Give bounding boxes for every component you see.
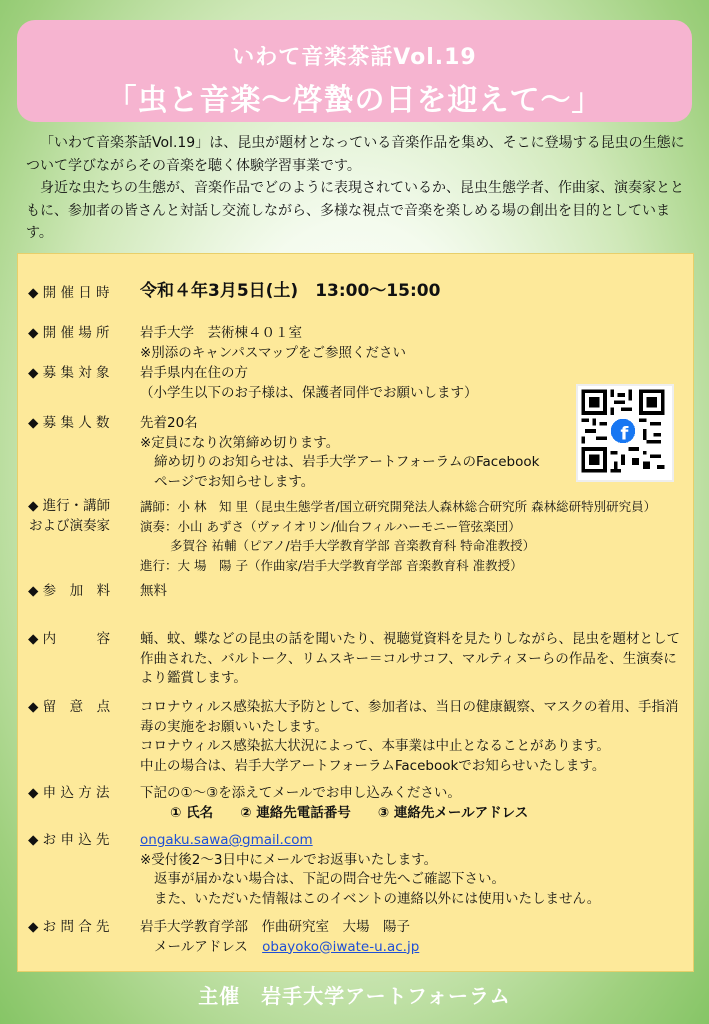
contact-email-link[interactable]: obayoko@iwate-u.ac.jp — [262, 938, 420, 955]
capacity-note-1: ※定員になり次第締め切ります。 — [140, 434, 340, 451]
event-series-title: いわて音楽茶話Vol.19 — [232, 45, 477, 70]
performer-line-2: 多賀谷 祐輔（ピアノ/岩手大学教育学部 音楽教育科 特命准教授） — [170, 538, 536, 553]
date-label: ◆ 開 催 日 時 — [28, 285, 110, 301]
host-line: 進行：大 場 陽 子（作曲家/岩手大学教育学部 音楽教育科 准教授） — [140, 557, 523, 573]
svg-text:f: f — [620, 423, 629, 445]
notes-label: ◆ 留 意 点 — [28, 699, 111, 715]
apply-email-link[interactable]: ongaku.sawa@gmail.com — [140, 832, 313, 848]
performer-line-1: 演奏：小山 あずさ（ヴァイオリン/仙台フィルハーモニー管弦楽団） — [140, 518, 521, 534]
capacity-label: ◆ 募 集 人 数 — [28, 415, 110, 431]
date-value: 令和４年3月5日(土) 13:00～15:00 — [140, 281, 441, 301]
apply-note-2: 返事が届かない場合は、下記の問合せ先へご確認下さい。 — [154, 871, 505, 887]
details-panel — [17, 253, 694, 972]
method-label: ◆ 申 込 方 法 — [28, 785, 110, 801]
fee-label: ◆ 参 加 料 — [28, 583, 111, 599]
intro-text — [26, 132, 686, 245]
method-value: 下記の①～③を添えてメールでお申し込みください。 — [140, 785, 461, 801]
notes-line-2: コロナウィルス感染拡大状況によって、本事業は中止となることがあります。 — [140, 738, 610, 754]
performers-label-1: ◆ 進行・講師 — [28, 498, 111, 514]
content-value: 蛹、蚊、蝶などの昆虫の話を聞いたり、視聴覚資料を見たりしながら、昆虫を題材として作曲された、バルトーク、リムスキー＝コルサコフ、マルティヌーらの作品を、生演奏により鑑賞します。 — [140, 631, 680, 686]
venue-value: 岩手大学 芸術棟４０１室 — [140, 325, 302, 341]
qr-code-icon[interactable] — [576, 384, 674, 482]
organizer-footer: 主催 岩手大学アートフォーラム — [198, 984, 511, 1008]
lecturer-line: 講師：小 林 知 里（昆虫生態学者/国立研究開発法人森林総合研究所 森林総研特別研究員） — [140, 499, 657, 514]
apply-note-3: また、いただいた情報はこのイベントの連絡以外には使用いたしません。 — [154, 890, 601, 907]
title-banner — [17, 20, 692, 122]
notes-line-1: コロナウィルス感染拡大予防として、参加者は、当日の健康観察、マスクの着用、手指消毒の実施をお願いいたします。 — [140, 699, 679, 735]
apply-note-1: ※受付後2～3日中にメールでお返事いたします。 — [140, 851, 438, 868]
method-items: ① 氏名 ② 連絡先電話番号 ③ 連絡先メールアドレス — [170, 804, 529, 821]
capacity-value: 先着20名 — [140, 415, 198, 431]
content-label: ◆ 内 容 — [28, 631, 111, 647]
target-label: ◆ 募 集 対 象 — [28, 365, 110, 381]
capacity-note-2: 締め切りのお知らせは、岩手大学アートフォーラムのFacebook — [154, 454, 540, 470]
event-title: 「虫と音楽～啓蟄の日を迎えて～」 — [106, 83, 603, 118]
intro-paragraph-1: 「いわて音楽茶話Vol.19」は、昆虫が題材となっている音楽作品を集め、そこに登場する昆虫の生態について学びながらその音楽を聴く体験学習事業です。 — [26, 135, 685, 174]
target-note: （小学生以下のお子様は、保護者同伴でお願いします） — [140, 384, 478, 401]
venue-note: ※別添のキャンパスマップをご参照ください — [140, 344, 407, 361]
contact-value: 岩手大学教育学部 作曲研究室 大場 陽子 — [140, 919, 410, 935]
apply-label: ◆ お 申 込 先 — [28, 832, 110, 848]
capacity-note-3: ページでお知らせします。 — [154, 473, 315, 490]
contact-label: ◆ お 問 合 先 — [28, 919, 110, 935]
venue-label: ◆ 開 催 場 所 — [28, 325, 110, 341]
intro-paragraph-2: 身近な虫たちの生態が、音楽作品でどのように表現されているか、昆虫生態学者、作曲家、演奏家とともに、参加者の皆さんと対話し交流しながら、多様な視点で音楽を楽しめる場の創出を目的としています。 — [26, 180, 684, 241]
contact-email-label: メールアドレス — [154, 938, 248, 955]
fee-value: 無料 — [140, 583, 167, 599]
notes-line-3: 中止の場合は、岩手大学アートフォーラムFacebookでお知らせいたします。 — [140, 757, 606, 774]
target-value: 岩手県内在住の方 — [140, 365, 248, 381]
performers-label-2: および演奏家 — [29, 517, 110, 534]
